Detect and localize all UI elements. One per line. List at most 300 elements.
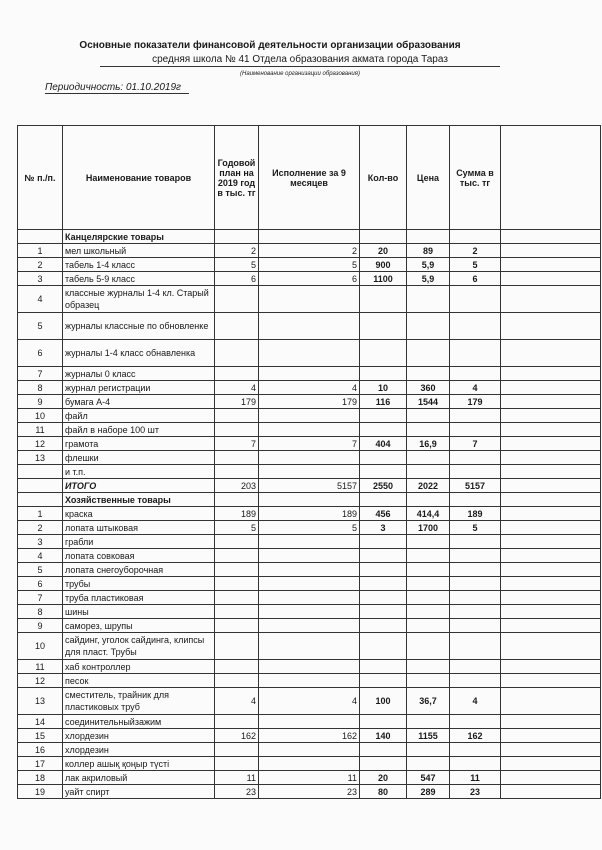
row-number: 1 xyxy=(18,507,63,521)
row-number: 11 xyxy=(18,423,63,437)
organization-name: средняя школа № 41 Отдела образования акмата города Тараз xyxy=(100,54,500,67)
sum-value xyxy=(450,549,501,563)
qty-value xyxy=(360,313,407,340)
exec-value xyxy=(259,674,360,688)
table-row xyxy=(18,272,601,286)
table-row xyxy=(18,535,601,549)
qty-value: 20 xyxy=(360,244,407,258)
plan-value xyxy=(215,619,259,633)
price-value: 547 xyxy=(407,771,450,785)
plan-value: 11 xyxy=(215,771,259,785)
plan-value: 179 xyxy=(215,395,259,409)
row-number: 6 xyxy=(18,340,63,367)
price-value: 1700 xyxy=(407,521,450,535)
extra-cell xyxy=(501,258,601,272)
table-row xyxy=(18,563,601,577)
qty-value: 80 xyxy=(360,785,407,799)
plan-value xyxy=(215,535,259,549)
extra-cell xyxy=(501,313,601,340)
exec-value xyxy=(259,660,360,674)
sum-value xyxy=(450,535,501,549)
price-value xyxy=(407,674,450,688)
table-row xyxy=(18,409,601,423)
exec-value xyxy=(259,451,360,465)
row-number: 17 xyxy=(18,757,63,771)
price-value xyxy=(407,535,450,549)
price-value xyxy=(407,660,450,674)
table-row xyxy=(18,619,601,633)
exec-value xyxy=(259,313,360,340)
plan-value xyxy=(215,660,259,674)
empty-cell xyxy=(407,493,450,507)
price-value: 1155 xyxy=(407,729,450,743)
table-row xyxy=(18,286,601,313)
item-name: флешки xyxy=(63,451,215,465)
extra-cell xyxy=(501,451,601,465)
col-header-sum: Сумма в тыс. тг xyxy=(450,126,501,230)
row-number: 18 xyxy=(18,771,63,785)
extra-cell xyxy=(501,619,601,633)
total-label: ИТОГО xyxy=(63,479,215,493)
qty-value: 10 xyxy=(360,381,407,395)
sum-value xyxy=(450,451,501,465)
plan-value: 4 xyxy=(215,688,259,715)
item-name: грамота xyxy=(63,437,215,451)
sum-value: 179 xyxy=(450,395,501,409)
table-row xyxy=(18,729,601,743)
document-title: Основные показатели финансовой деятельности организации образования xyxy=(79,40,461,51)
plan-value xyxy=(215,633,259,660)
row-number: 5 xyxy=(18,313,63,340)
extra-cell xyxy=(501,757,601,771)
plan-value: 189 xyxy=(215,507,259,521)
table-row xyxy=(18,605,601,619)
plan-value xyxy=(215,451,259,465)
exec-value: 179 xyxy=(259,395,360,409)
table-row xyxy=(18,591,601,605)
price-value: 89 xyxy=(407,244,450,258)
exec-value: 7 xyxy=(259,437,360,451)
col-header-exec: Исполнение за 9 месяцев xyxy=(259,126,360,230)
sum-value xyxy=(450,605,501,619)
price-value xyxy=(407,633,450,660)
row-number: 8 xyxy=(18,605,63,619)
item-name: файл xyxy=(63,409,215,423)
table-row xyxy=(18,381,601,395)
extra-cell xyxy=(501,286,601,313)
qty-value: 140 xyxy=(360,729,407,743)
plan-value xyxy=(215,549,259,563)
qty-value: 900 xyxy=(360,258,407,272)
empty-cell xyxy=(501,230,601,244)
table-row xyxy=(18,367,601,381)
exec-value xyxy=(259,549,360,563)
exec-value xyxy=(259,619,360,633)
item-name: мел школьный xyxy=(63,244,215,258)
price-value xyxy=(407,465,450,479)
plan-value: 5 xyxy=(215,258,259,272)
extra-cell xyxy=(501,549,601,563)
exec-value: 5 xyxy=(259,521,360,535)
price-value: 414,4 xyxy=(407,507,450,521)
item-name: коллер ашық қоңыр түсті xyxy=(63,757,215,771)
price-value: 360 xyxy=(407,381,450,395)
exec-value xyxy=(259,367,360,381)
extra-cell xyxy=(501,633,601,660)
empty-cell xyxy=(360,493,407,507)
price-value xyxy=(407,286,450,313)
qty-value: 100 xyxy=(360,688,407,715)
section-header-row xyxy=(18,230,601,244)
plan-value: 162 xyxy=(215,729,259,743)
table-row xyxy=(18,258,601,272)
table-row xyxy=(18,785,601,799)
sum-value xyxy=(450,577,501,591)
sum-value xyxy=(450,313,501,340)
qty-value: 3 xyxy=(360,521,407,535)
price-value: 289 xyxy=(407,785,450,799)
total-plan: 203 xyxy=(215,479,259,493)
exec-value: 4 xyxy=(259,381,360,395)
qty-value: 116 xyxy=(360,395,407,409)
exec-value xyxy=(259,605,360,619)
price-value xyxy=(407,451,450,465)
item-name: и т.п. xyxy=(63,465,215,479)
col-header-extra xyxy=(501,126,601,230)
extra-cell xyxy=(501,660,601,674)
extra-cell xyxy=(501,688,601,715)
row-number: 3 xyxy=(18,272,63,286)
extra-cell xyxy=(501,591,601,605)
qty-value: 20 xyxy=(360,771,407,785)
table-row xyxy=(18,437,601,451)
table-row xyxy=(18,633,601,660)
extra-cell xyxy=(501,577,601,591)
goods-table xyxy=(17,125,601,799)
qty-value xyxy=(360,674,407,688)
plan-value xyxy=(215,743,259,757)
item-name: журнал регистрации xyxy=(63,381,215,395)
section-header-row xyxy=(18,493,601,507)
item-name: сместитель, трайник для пластиковых труб xyxy=(63,688,215,715)
exec-value xyxy=(259,535,360,549)
exec-value xyxy=(259,591,360,605)
sum-value xyxy=(450,743,501,757)
plan-value: 5 xyxy=(215,521,259,535)
extra-cell xyxy=(501,409,601,423)
row-number: 3 xyxy=(18,535,63,549)
item-name: файл в наборе 100 шт xyxy=(63,423,215,437)
qty-value xyxy=(360,451,407,465)
empty-cell xyxy=(215,230,259,244)
sum-value xyxy=(450,619,501,633)
exec-value xyxy=(259,340,360,367)
price-value xyxy=(407,591,450,605)
exec-value xyxy=(259,563,360,577)
sum-value xyxy=(450,409,501,423)
sum-value xyxy=(450,715,501,729)
exec-value: 4 xyxy=(259,688,360,715)
col-header-number: № п./п. xyxy=(18,126,63,230)
item-name: журналы 0 класс xyxy=(63,367,215,381)
table-row xyxy=(18,549,601,563)
qty-value: 456 xyxy=(360,507,407,521)
qty-value: 404 xyxy=(360,437,407,451)
extra-cell xyxy=(501,465,601,479)
table-row xyxy=(18,715,601,729)
extra-cell xyxy=(501,340,601,367)
empty-cell xyxy=(259,230,360,244)
extra-cell xyxy=(501,507,601,521)
table-row xyxy=(18,507,601,521)
empty-cell xyxy=(407,230,450,244)
total-exec: 5157 xyxy=(259,479,360,493)
qty-value: 1100 xyxy=(360,272,407,286)
section-number-cell xyxy=(18,493,63,507)
extra-cell xyxy=(501,521,601,535)
qty-value xyxy=(360,549,407,563)
sum-value xyxy=(450,674,501,688)
table-row xyxy=(18,423,601,437)
extra-cell xyxy=(501,479,601,493)
plan-value xyxy=(215,367,259,381)
sum-value: 5 xyxy=(450,521,501,535)
table-row xyxy=(18,577,601,591)
qty-value xyxy=(360,563,407,577)
empty-cell xyxy=(450,230,501,244)
price-value xyxy=(407,423,450,437)
period-label: Периодичность: 01.10.2019г xyxy=(45,82,189,94)
row-number: 12 xyxy=(18,437,63,451)
table-row xyxy=(18,340,601,367)
row-number: 7 xyxy=(18,367,63,381)
price-value xyxy=(407,605,450,619)
qty-value xyxy=(360,591,407,605)
price-value xyxy=(407,743,450,757)
extra-cell xyxy=(501,729,601,743)
item-name: журналы классные по обновленке xyxy=(63,313,215,340)
qty-value xyxy=(360,660,407,674)
section-number-cell xyxy=(18,230,63,244)
item-name: сайдинг, уголок сайдинга, клипсы для пласт. Трубы xyxy=(63,633,215,660)
sum-value: 189 xyxy=(450,507,501,521)
section-title: Хозяйственные товары xyxy=(63,493,215,507)
table-row xyxy=(18,743,601,757)
item-name: краска xyxy=(63,507,215,521)
price-value xyxy=(407,715,450,729)
sum-value xyxy=(450,465,501,479)
price-value xyxy=(407,619,450,633)
item-name: саморез, шрупы xyxy=(63,619,215,633)
plan-value: 4 xyxy=(215,381,259,395)
plan-value xyxy=(215,423,259,437)
item-name: хлордезин xyxy=(63,743,215,757)
row-number: 7 xyxy=(18,591,63,605)
item-name: песок xyxy=(63,674,215,688)
row-number: 19 xyxy=(18,785,63,799)
section-title: Канцелярские товары xyxy=(63,230,215,244)
table-row xyxy=(18,674,601,688)
exec-value xyxy=(259,743,360,757)
col-header-qty: Кол-во xyxy=(360,126,407,230)
row-number: 2 xyxy=(18,258,63,272)
col-header-name: Наименование товаров xyxy=(63,126,215,230)
plan-value xyxy=(215,605,259,619)
table-row xyxy=(18,771,601,785)
total-sum: 5157 xyxy=(450,479,501,493)
total-number-cell xyxy=(18,479,63,493)
item-name: трубы xyxy=(63,577,215,591)
price-value xyxy=(407,367,450,381)
row-number: 1 xyxy=(18,244,63,258)
total-price: 2022 xyxy=(407,479,450,493)
extra-cell xyxy=(501,244,601,258)
table-row xyxy=(18,521,601,535)
extra-cell xyxy=(501,437,601,451)
table-body xyxy=(18,230,601,799)
sum-value: 7 xyxy=(450,437,501,451)
row-number: 16 xyxy=(18,743,63,757)
price-value xyxy=(407,577,450,591)
item-name: бумага А-4 xyxy=(63,395,215,409)
sum-value xyxy=(450,286,501,313)
extra-cell xyxy=(501,563,601,577)
extra-cell xyxy=(501,771,601,785)
sum-value xyxy=(450,340,501,367)
price-value: 5,9 xyxy=(407,272,450,286)
extra-cell xyxy=(501,395,601,409)
empty-cell xyxy=(215,493,259,507)
item-name: шины xyxy=(63,605,215,619)
row-number: 2 xyxy=(18,521,63,535)
plan-value xyxy=(215,563,259,577)
exec-value: 5 xyxy=(259,258,360,272)
qty-value xyxy=(360,577,407,591)
row-number: 5 xyxy=(18,563,63,577)
sum-value xyxy=(450,423,501,437)
qty-value xyxy=(360,619,407,633)
qty-value xyxy=(360,535,407,549)
sum-value: 5 xyxy=(450,258,501,272)
table-row xyxy=(18,395,601,409)
exec-value: 6 xyxy=(259,272,360,286)
exec-value xyxy=(259,633,360,660)
sum-value: 11 xyxy=(450,771,501,785)
qty-value xyxy=(360,340,407,367)
price-value xyxy=(407,549,450,563)
exec-value xyxy=(259,757,360,771)
exec-value xyxy=(259,286,360,313)
row-number: 13 xyxy=(18,451,63,465)
sum-value: 4 xyxy=(450,381,501,395)
sum-value xyxy=(450,660,501,674)
sum-value: 4 xyxy=(450,688,501,715)
row-number: 8 xyxy=(18,381,63,395)
exec-value: 23 xyxy=(259,785,360,799)
sum-value xyxy=(450,591,501,605)
plan-value: 23 xyxy=(215,785,259,799)
empty-cell xyxy=(360,230,407,244)
row-number: 6 xyxy=(18,577,63,591)
exec-value xyxy=(259,409,360,423)
exec-value: 2 xyxy=(259,244,360,258)
extra-cell xyxy=(501,743,601,757)
plan-value: 7 xyxy=(215,437,259,451)
exec-value xyxy=(259,465,360,479)
exec-value xyxy=(259,423,360,437)
extra-cell xyxy=(501,785,601,799)
extra-cell xyxy=(501,674,601,688)
row-number: 10 xyxy=(18,409,63,423)
plan-value xyxy=(215,286,259,313)
extra-cell xyxy=(501,367,601,381)
qty-value xyxy=(360,743,407,757)
item-name: хаб контроллер xyxy=(63,660,215,674)
item-name: журналы 1-4 класс обнавленка xyxy=(63,340,215,367)
item-name: труба пластиковая xyxy=(63,591,215,605)
qty-value xyxy=(360,715,407,729)
price-value xyxy=(407,757,450,771)
extra-cell xyxy=(501,715,601,729)
plan-value: 6 xyxy=(215,272,259,286)
exec-value xyxy=(259,715,360,729)
price-value xyxy=(407,313,450,340)
table-row xyxy=(18,451,601,465)
sum-value: 23 xyxy=(450,785,501,799)
plan-value xyxy=(215,313,259,340)
sum-value xyxy=(450,367,501,381)
price-value: 36,7 xyxy=(407,688,450,715)
plan-value xyxy=(215,340,259,367)
extra-cell xyxy=(501,535,601,549)
plan-value xyxy=(215,409,259,423)
row-number xyxy=(18,465,63,479)
extra-cell xyxy=(501,272,601,286)
qty-value xyxy=(360,633,407,660)
item-name: лопата совковая xyxy=(63,549,215,563)
table-row xyxy=(18,313,601,340)
price-value xyxy=(407,409,450,423)
sum-value xyxy=(450,563,501,577)
qty-value xyxy=(360,757,407,771)
qty-value xyxy=(360,423,407,437)
row-number: 14 xyxy=(18,715,63,729)
row-number: 15 xyxy=(18,729,63,743)
price-value: 5,9 xyxy=(407,258,450,272)
plan-value xyxy=(215,465,259,479)
plan-value xyxy=(215,674,259,688)
price-value xyxy=(407,563,450,577)
col-header-price: Цена xyxy=(407,126,450,230)
extra-cell xyxy=(501,605,601,619)
empty-cell xyxy=(450,493,501,507)
plan-value: 2 xyxy=(215,244,259,258)
qty-value xyxy=(360,605,407,619)
price-value xyxy=(407,340,450,367)
table-row xyxy=(18,465,601,479)
plan-value xyxy=(215,715,259,729)
organization-caption: (Наименование организации образования) xyxy=(240,71,360,77)
item-name: лак акриловый xyxy=(63,771,215,785)
row-number: 4 xyxy=(18,549,63,563)
sum-value xyxy=(450,757,501,771)
table-row xyxy=(18,757,601,771)
sum-value: 2 xyxy=(450,244,501,258)
plan-value xyxy=(215,757,259,771)
row-number: 11 xyxy=(18,660,63,674)
sum-value xyxy=(450,633,501,660)
sum-value: 162 xyxy=(450,729,501,743)
